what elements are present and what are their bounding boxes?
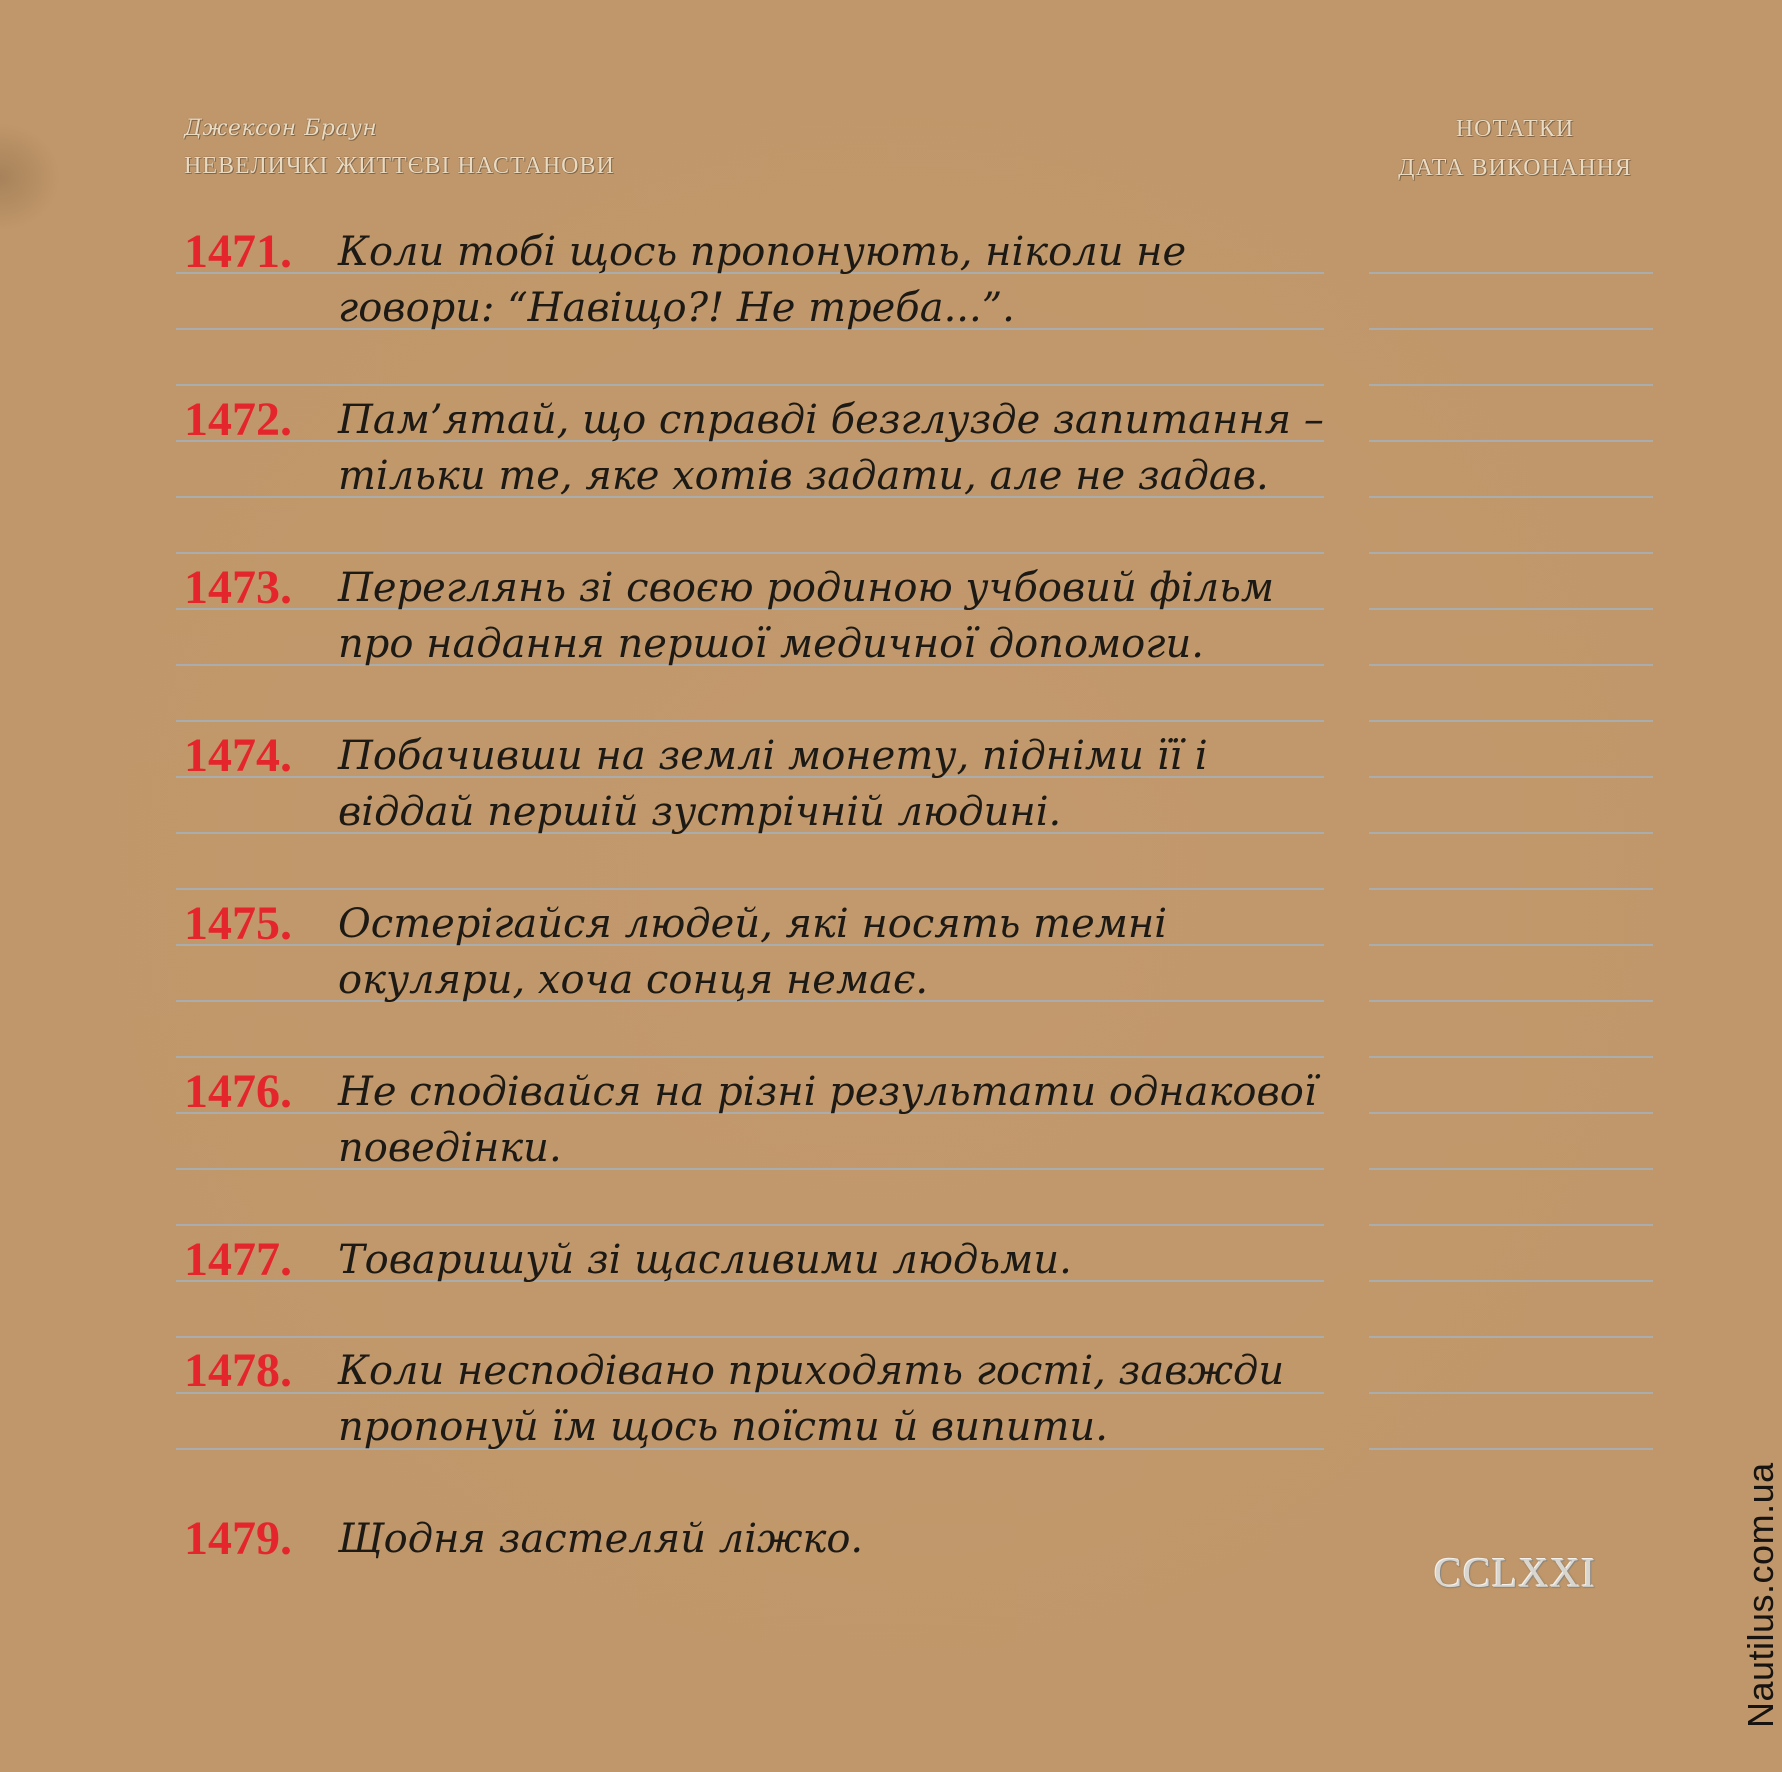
ruled-line <box>176 552 1324 554</box>
publisher-watermark: Nautilus.com.ua <box>1740 1462 1781 1728</box>
entry-number: 1477. <box>184 1233 292 1286</box>
notes-ruled-line <box>1369 1336 1653 1338</box>
notes-ruled-line <box>1369 944 1653 946</box>
notes-ruled-line <box>1369 608 1653 610</box>
entry-text-line: про надання першої медичної допомоги. <box>338 621 1204 667</box>
entry-text-line: віддай першій зустрічній людині. <box>338 789 1062 835</box>
ruled-line <box>176 384 1324 386</box>
entry-text-line: Не сподівайся на різні результати однакової <box>338 1069 1317 1115</box>
notes-ruled-line <box>1369 1168 1653 1170</box>
book-title: НЕВЕЛИЧКІ ЖИТТЄВІ НАСТАНОВИ <box>184 153 615 179</box>
notes-ruled-line <box>1369 1224 1653 1226</box>
notes-label: НОТАТКИ <box>1455 116 1575 142</box>
entry-text-line: Пам’ятай, що справді безглузде запитання – <box>338 397 1324 443</box>
notes-ruled-line <box>1369 1000 1653 1002</box>
notes-ruled-line <box>1369 552 1653 554</box>
entry-text-line: Коли несподівано приходять гості, завжди <box>338 1348 1285 1394</box>
notes-ruled-line <box>1369 384 1653 386</box>
author-name: Джексон Браун <box>184 116 378 141</box>
running-header <box>184 116 615 180</box>
entry-text <box>338 1511 1338 1567</box>
notes-ruled-line <box>1369 888 1653 890</box>
notes-ruled-line <box>1369 1448 1653 1450</box>
notes-ruled-line <box>1369 272 1653 274</box>
entry-text <box>338 1064 1338 1176</box>
entry-number: 1473. <box>184 561 292 614</box>
entry-text-line: тільки те, яке хотів задати, але не задав. <box>338 453 1269 499</box>
entry-text-line: Щодня застеляй ліжко. <box>338 1516 864 1562</box>
entry-text-line: Коли тобі щось пропонують, ніколи не <box>338 229 1187 275</box>
entry-number: 1471. <box>184 225 292 278</box>
entry-text <box>338 1232 1338 1288</box>
entry-text <box>338 560 1338 672</box>
ruled-line <box>176 888 1324 890</box>
notes-ruled-line <box>1369 1280 1653 1282</box>
entry-text <box>338 392 1338 504</box>
notes-ruled-line <box>1369 664 1653 666</box>
entry-text-line: окуляри, хоча сонця немає. <box>338 957 929 1003</box>
entry-text-line: пропонуй їм щось поїсти й випити. <box>338 1404 1108 1450</box>
entry-text-line: говори: “Навіщо?! Не треба...”. <box>338 285 1015 331</box>
entry-number: 1475. <box>184 897 292 950</box>
notes-column-header <box>1380 116 1650 182</box>
completion-date-label: ДАТА ВИКОНАННЯ <box>1398 155 1632 181</box>
ruled-line <box>176 1056 1324 1058</box>
ruled-line <box>176 1336 1324 1338</box>
entry-text-line: поведінки. <box>338 1125 562 1171</box>
notes-ruled-line <box>1369 832 1653 834</box>
notes-ruled-line <box>1369 776 1653 778</box>
notes-ruled-line <box>1369 1056 1653 1058</box>
entry-text-line: Переглянь зі своєю родиною учбовий фільм <box>338 565 1275 611</box>
ruled-line <box>176 1224 1324 1226</box>
notes-ruled-line <box>1369 440 1653 442</box>
entry-text <box>338 1343 1338 1455</box>
entry-number: 1474. <box>184 729 292 782</box>
notes-ruled-line <box>1369 328 1653 330</box>
ruled-line <box>176 720 1324 722</box>
entry-number: 1476. <box>184 1065 292 1118</box>
notes-ruled-line <box>1369 720 1653 722</box>
page-number: CCLXXI <box>1433 1551 1597 1597</box>
notes-ruled-line <box>1369 1392 1653 1394</box>
entry-text <box>338 896 1338 1008</box>
notes-ruled-line <box>1369 496 1653 498</box>
entry-text <box>338 224 1338 336</box>
entry-text-line: Побачивши на землі монету, підніми її і <box>338 733 1208 779</box>
entry-text-line: Остерігайся людей, які носять темні <box>338 901 1168 947</box>
notes-ruled-line <box>1369 1112 1653 1114</box>
entry-number: 1472. <box>184 393 292 446</box>
entry-number: 1479. <box>184 1512 292 1565</box>
entry-text-line: Товаришуй зі щасливими людьми. <box>338 1237 1072 1283</box>
entry-number: 1478. <box>184 1344 292 1397</box>
entry-text <box>338 728 1338 840</box>
